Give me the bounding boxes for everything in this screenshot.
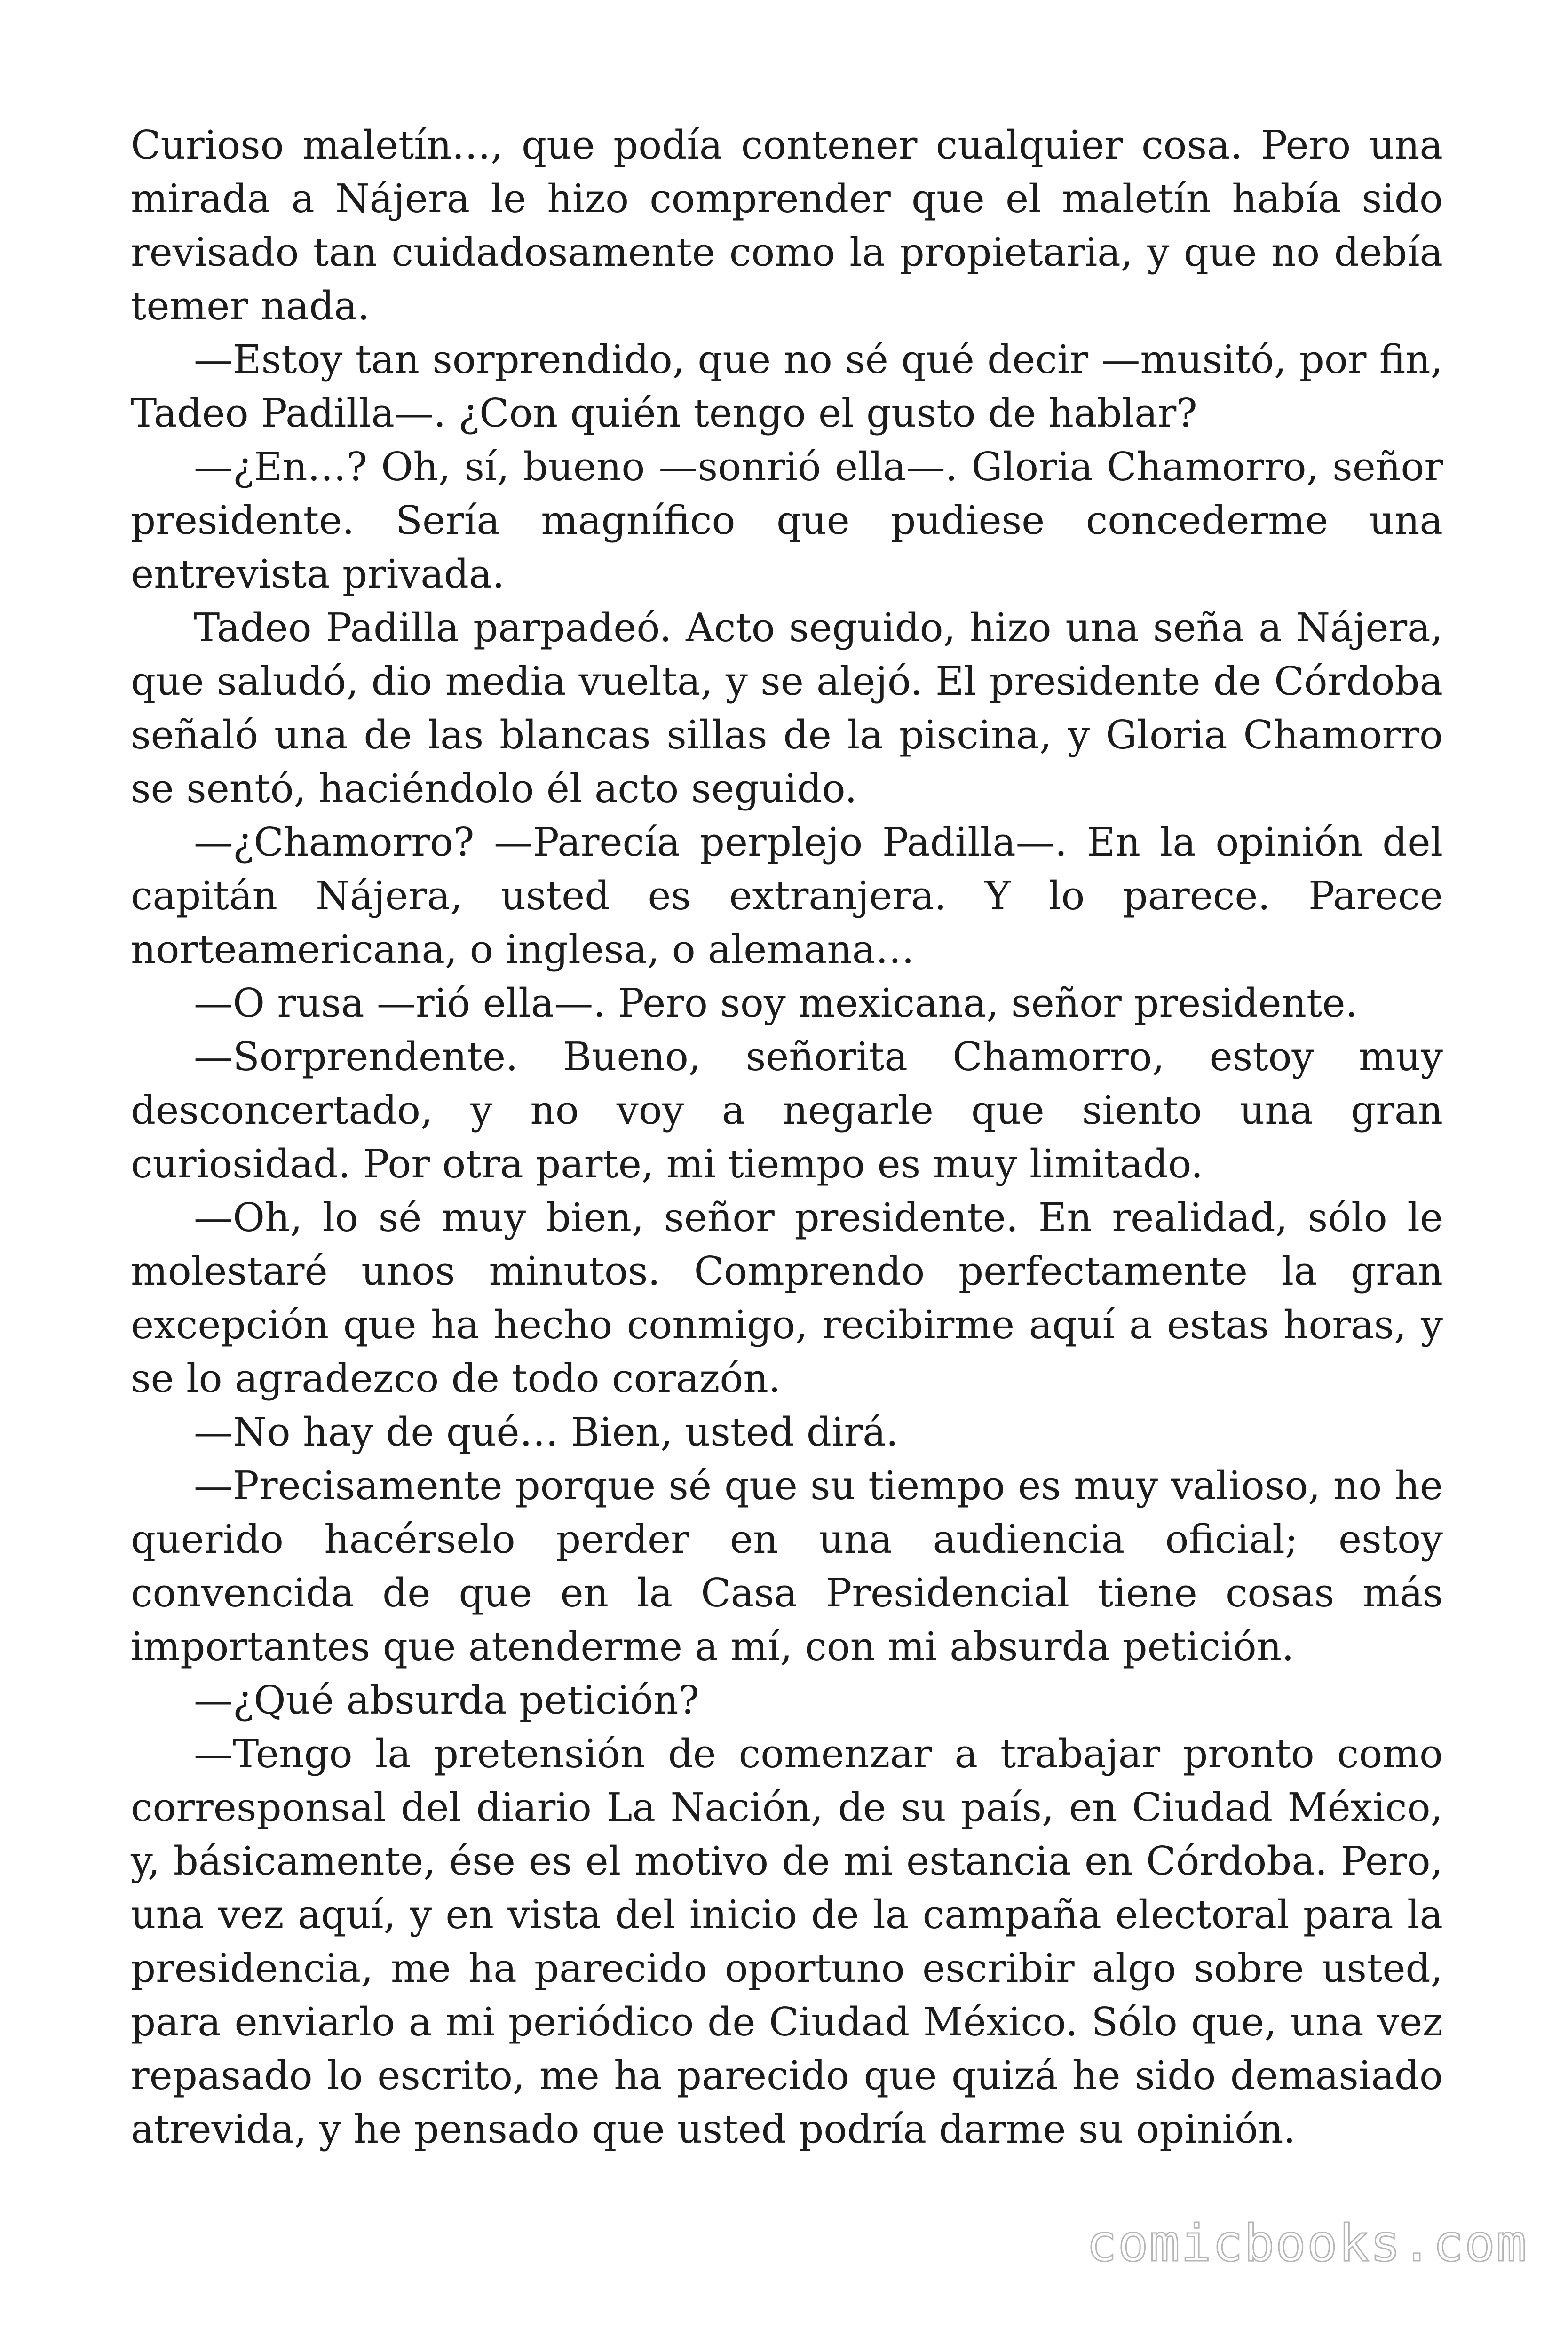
paragraph: —Tengo la pretensión de comenzar a trabajar pronto como corresponsal del diario La Nación, de su país, en Ciudad México, y, básicamente, ése es el motivo de mi estancia en Córdoba. Pero, una vez aquí, y en vista del inicio de la campaña electoral para la presidencia, me ha parecido oportuno escribir algo sobre usted, para enviarlo a mi periódico de Ciudad México. Sólo que, una vez repasado lo escrito, me ha parecido que quizá he sido demasiado atrevida, y he pensado que usted podría darme su opinión. [131,1731,1443,2152]
paragraph: Curioso maletín…, que podía contener cualquier cosa. Pero una mirada a Nájera le hizo comprender que el maletín había sido revisado tan cuidadosamente como la propietaria, y que no debía temer nada. [131,122,1443,329]
body-text [131,119,1443,2156]
paragraph: —¿En…? Oh, sí, bueno —sonrió ella—. Gloria Chamorro, señor presidente. Sería magnífico que pudiese concederme una entrevista privada. [131,444,1443,597]
paragraph: —Oh, lo sé muy bien, señor presidente. En realidad, sólo le molestaré unos minutos. Comprendo perfectamente la gran excepción que ha hecho conmigo, recibirme aquí a estas horas, y se lo agradezco de todo corazón. [131,1195,1443,1401]
watermark: comicbooks.com [1086,2214,1528,2273]
paragraph: Tadeo Padilla parpadeó. Acto seguido, hizo una seña a Nájera, que saludó, dio media vuelta, y se alejó. El presidente de Córdoba señaló una de las blancas sillas de la piscina, y Gloria Chamorro se sentó, haciéndolo él acto seguido. [131,605,1443,811]
paragraph: —Estoy tan sorprendido, que no sé qué decir —musitó, por fin, Tadeo Padilla—. ¿Con quién tengo el gusto de hablar? [131,337,1443,436]
paragraph: —¿Qué absurda petición? [194,1677,699,1723]
paragraph: —¿Chamorro? —Parecía perplejo Padilla—. En la opinión del capitán Nájera, usted es extranjera. Y lo parece. Parece norteamericana, o inglesa, o alemana… [131,819,1443,972]
paragraph: —Precisamente porque sé que su tiempo es muy valioso, no he querido hacérselo perder en una audiencia oficial; estoy convencida de que en la Casa Presidencial tiene cosas más importantes que atenderme a mí, con mi absurda petición. [131,1463,1443,1669]
paragraph: —No hay de qué… Bien, usted dirá. [194,1409,899,1455]
paragraph: —Sorprendente. Bueno, señorita Chamorro, estoy muy desconcertado, y no voy a negarle que siento una gran curiosidad. Por otra parte, mi tiempo es muy limitado. [131,1034,1443,1187]
paragraph: —O rusa —rió ella—. Pero soy mexicana, señor presidente. [194,980,1358,1026]
